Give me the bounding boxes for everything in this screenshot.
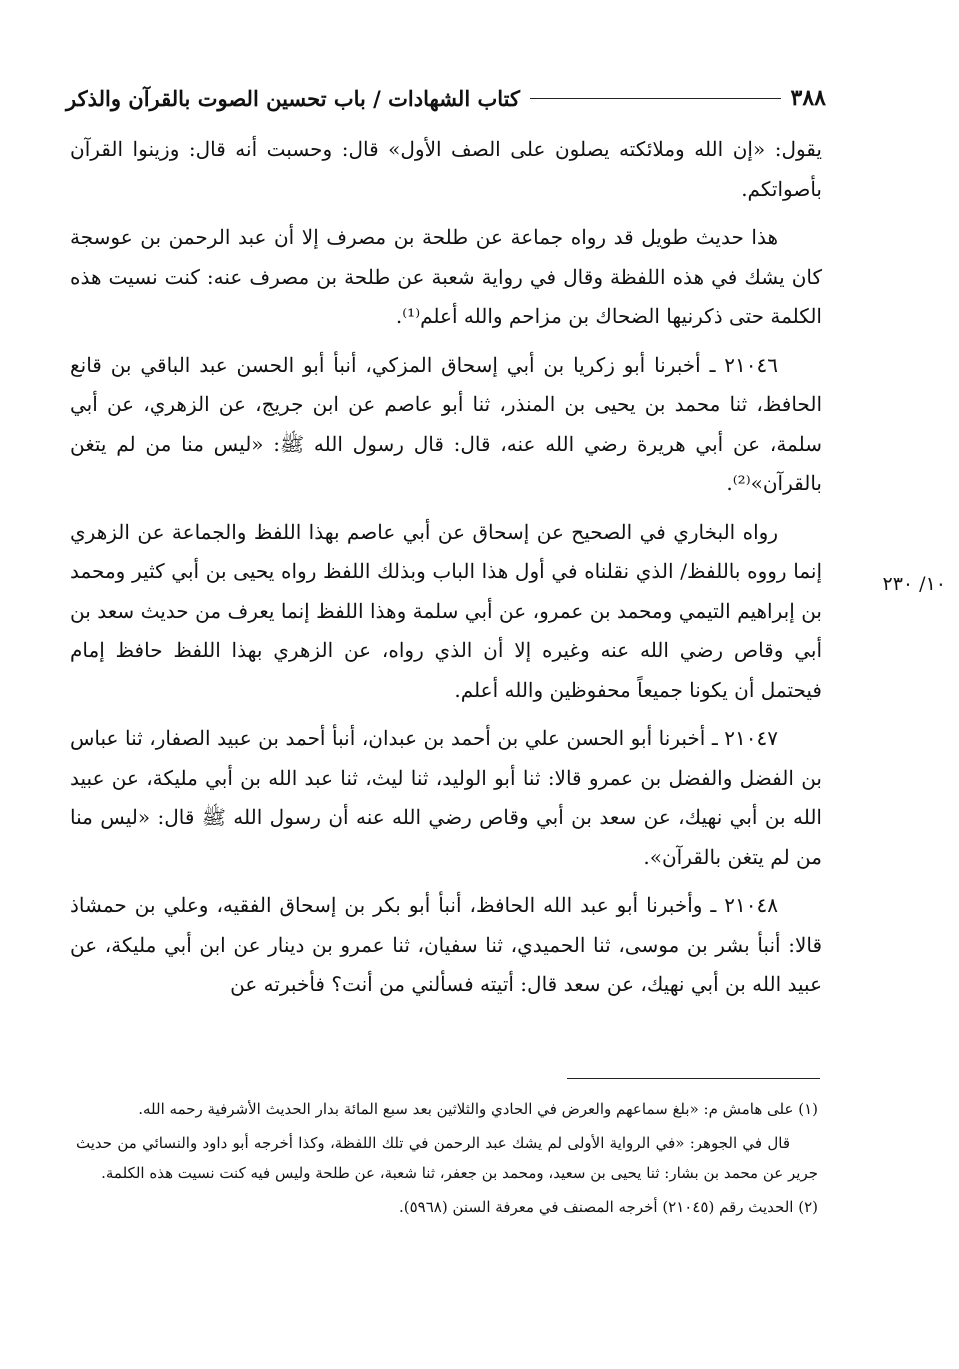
hadith-paragraph: ٢١٠٤٨ ـ وأخبرنا أبو عبد الله الحافظ، أنبأ أبو بكر بن إسحاق الفقيه، وعلي بن حمشاذ قالا: أنبأ بشر بن موسى، ثنا الحميدي، ثنا سفيان، ثنا عمرو بن دينار عن ابن أبي مليكة، عن عبيد الله بن أبي نهيك، عن سعد قال: أتيته فسألني من أنت؟ فأخبرته عن <box>70 893 822 996</box>
running-title: كتاب الشهادات / باب تحسين الصوت بالقرآن والذكر <box>66 85 520 111</box>
page-header <box>66 78 826 118</box>
margin-reference: ١٠/ ٢٣٠ <box>882 573 946 595</box>
paragraph: رواه البخاري في الصحيح عن إسحاق عن أبي عاصم بهذا اللفظ والجماعة عن الزهري إنما رووه باللفظ/ الذي نقلناه في أول هذا الباب وبذلك اللفظ رواه يحيى بن أبي كثير ومحمد بن إبراهيم التيمي ومحمد بن عمرو، عن أبي سلمة وهذا اللفظ إنما يعرف من حديث سعد بن أبي وقاص رضي الله عنه وغيره إلا أن الذي رواه، عن الزهري بهذا اللفظ حافظ إمام فيحتمل أن يكونا جميعاً محفوظين والله أعلم. <box>70 519 822 702</box>
header-rule <box>530 98 781 99</box>
main-text <box>70 130 822 1014</box>
footnote: (٢) الحديث رقم (٢١٠٤٥) أخرجه المصنف في معرفة السنن (٥٩٦٨). <box>399 1198 818 1216</box>
paragraph: هذا حديث طويل قد رواه جماعة عن طلحة بن مصرف إلا أن عبد الرحمن بن عوسجة كان يشك في هذه اللفظة وقال في رواية شعبة عن طلحة بن مصرف عنه: كنت نسيت هذه الكلمة حتى ذكرنيها الضحاك بن مزاحم والله أعلم⁽¹⁾. <box>70 225 822 328</box>
paragraph: يقول: «إن الله وملائكته يصلون على الصف الأول» قال: وحسبت أنه قال: وزينوا القرآن بأصواتكم. <box>70 137 822 201</box>
footnote-separator <box>567 1078 820 1079</box>
hadith-paragraph: ٢١٠٤٧ ـ أخبرنا أبو الحسن علي بن أحمد بن عبدان، أنبأ أحمد بن عبيد الصفار، ثنا عباس بن الفضل والفضل بن عمرو قالا: ثنا أبو الوليد، ثنا ليث، ثنا عبد الله بن أبي مليكة، عن عبيد الله بن أبي نهيك، عن سعد بن أبي وقاص رضي الله عنه أن رسول الله ﷺ قال: «ليس منا من لم يتغن بالقرآن». <box>70 726 822 869</box>
hadith-paragraph: ٢١٠٤٦ ـ أخبرنا أبو زكريا بن أبي إسحاق المزكي، أنبأ أبو الحسن عبد الباقي بن قانع الحافظ، ثنا محمد بن يحيى بن المنذر، ثنا أبو عاصم عن ابن جريج، عن الزهري، عن أبي سلمة، عن أبي هريرة رضي الله عنه، قال: قال رسول الله ﷺ: «ليس منا من لم يتغن بالقرآن»⁽²⁾. <box>70 352 822 495</box>
page-number: ٣٨٨ <box>790 85 826 111</box>
footnotes <box>76 1094 818 1226</box>
footnote: (١) على هامش م: «بلغ سماعهم والعرض في الحادي والثلاثين بعد سبع المائة بدار الحديث الأشرفية رحمه الله. <box>138 1100 818 1118</box>
footnote: قال في الجوهر: «في الرواية الأولى لم يشك عبد الرحمن في تلك اللفظة، وكذا أخرجه أبو داود والنسائي من حديث جرير عن محمد بن بشار: ثنا يحيى بن سعيد، ومحمد بن جعفر، ثنا شعبة، عن طلحة وليس فيه كنت نسيت هذه الكلمة. <box>76 1134 818 1182</box>
